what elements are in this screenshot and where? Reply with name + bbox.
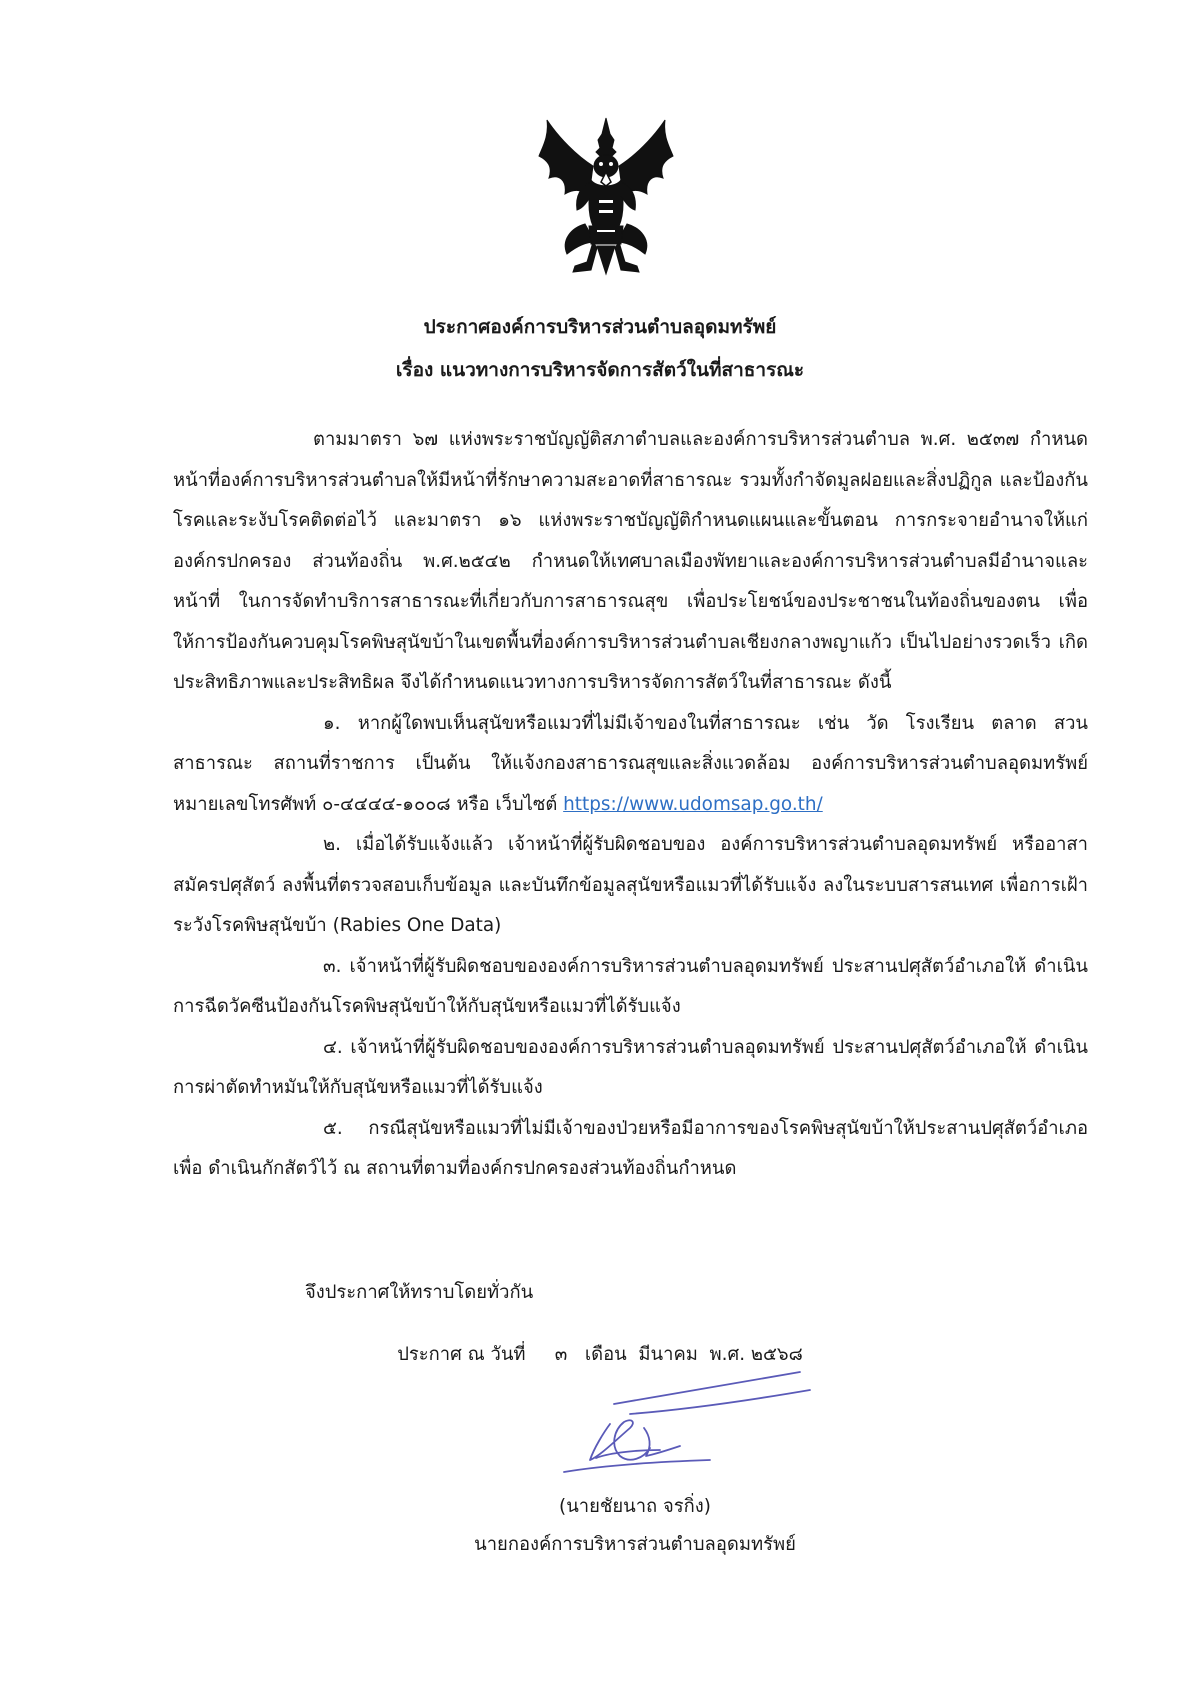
item-5-paragraph: ๕. กรณีสุนัขหรือแมวที่ไม่มีเจ้าของป่วยหรือมีอาการของโรคพิษสุนัขบ้าให้ประสานปศุสัตว์อำเภอเพื่อ ดำเนินกักสัตว์ไว้ ณ สถานที่ตามที่องค์กรปกครองส่วนท้องถิ่นกำหนด — [173, 1117, 1088, 1179]
signer-title: นายกองค์การบริหารส่วนตำบลอุดมทรัพย์ — [474, 1534, 796, 1555]
item-4-paragraph: ๔. เจ้าหน้าที่ผู้รับผิดชอบขององค์การบริหารส่วนตำบลอุดมทรัพย์ ประสานปศุสัตว์อำเภอให้ ดำเนินการผ่าตัดทำหมันให้กับสุนัขหรือแมวที่ได้รับแจ้ง — [173, 1036, 1088, 1098]
garuda-emblem-icon — [537, 116, 675, 278]
signer-name: (นายชัยนาถ จรกิ่ง) — [559, 1496, 711, 1517]
item-1-text: ๑. หากผู้ใดพบเห็นสุนัขหรือแมวที่ไม่มีเจ้าของในที่สาธารณะ เช่น วัด โรงเรียน ตลาด สวนสาธารณะ สถานที่ราชการ เป็นต้น ให้แจ้งกองสาธารณสุขและสิ่งแวดล้อม องค์การบริหารส่วนตำบลอุดมทรัพย์ หมายเลขโทรศัพท์ ๐-๔๔๔๔-๑๐๐๘ หรือ เว็บไซต์ — [173, 712, 1088, 815]
item-3-paragraph: ๓. เจ้าหน้าที่ผู้รับผิดชอบขององค์การบริหารส่วนตำบลอุดมทรัพย์ ประสานปศุสัตว์อำเภอให้ ดำเนินการฉีดวัคซีนป้องกันโรคพิษสุนัขบ้าให้กับสุนัขหรือแมวที่ได้รับแจ้ง — [173, 955, 1088, 1017]
date-text: ประกาศ ณ วันที่ ๓ เดือน มีนาคม พ.ศ. ๒๕๖๘ — [397, 1344, 803, 1365]
announcement-date — [0, 1340, 1200, 1370]
item-2-paragraph: ๒. เมื่อได้รับแจ้งแล้ว เจ้าหน้าที่ผู้รับผิดชอบของ องค์การบริหารส่วนตำบลอุดมทรัพย์ หรืออาสาสมัครปศุสัตว์ ลงพื้นที่ตรวจสอบเก็บข้อมูล และบันทึกข้อมูลสุนัขหรือแมวที่ได้รับแจ้ง ลงในระบบสารสนเทศ เพื่อการเฝ้าระวังโรคพิษสุนัขบ้า (Rabies One Data) — [173, 834, 1088, 936]
intro-paragraph: ตามมาตรา ๖๗ แห่งพระราชบัญญัติสภาตำบลและองค์การบริหารส่วนตำบล พ.ศ. ๒๕๓๗ กำหนด หน้าที่องค์การบริหารส่วนตำบลให้มีหน้าที่รักษาความสะอาดที่สาธารณะ รวมทั้งกำจัดมูลฝอยและสิ่งปฏิกูล และป้องกันโรคและระงับโรคติดต่อไว้ และมาตรา ๑๖ แห่งพระราชบัญญัติกำหนดแผนและขั้นตอน การกระจายอำนาจให้แก่องค์กรปกครอง ส่วนท้องถิ่น พ.ศ.๒๕๔๒ กำหนดให้เทศบาลเมืองพัทยาและองค์การบริหารส่วนตำบลมีอำนาจและหน้าที่ ในการจัดทำบริการสาธารณะที่เกี่ยวกับการสาธารณสุข เพื่อประโยชน์ของประชาชนในท้องถิ่นของตน เพื่อให้การป้องกันควบคุมโรคพิษสุนัขบ้าในเขตพื้นที่องค์การบริหารส่วนตำบลเชียงกลางพญาแก้ว เป็นไปอย่างรวดเร็ว เกิดประสิทธิภาพและประสิทธิผล จึงได้กำหนดแนวทางการบริหารจัดการสัตว์ในที่สาธารณะ ดังนี้ — [173, 429, 1089, 693]
announcement-subject: เรื่อง แนวทางการบริหารจัดการสัตว์ในที่สาธารณะ — [395, 359, 805, 381]
item-1-paragraph — [173, 704, 1088, 826]
signature-icon — [540, 1370, 830, 1490]
announcement-body — [173, 420, 1088, 1190]
announcement-title: ประกาศองค์การบริหารส่วนตำบลอุดมทรัพย์ — [423, 316, 777, 338]
website-link[interactable]: https://www.udomsap.go.th/ — [563, 793, 823, 815]
closing-statement: จึงประกาศให้ทราบโดยทั่วกัน — [305, 1282, 534, 1303]
